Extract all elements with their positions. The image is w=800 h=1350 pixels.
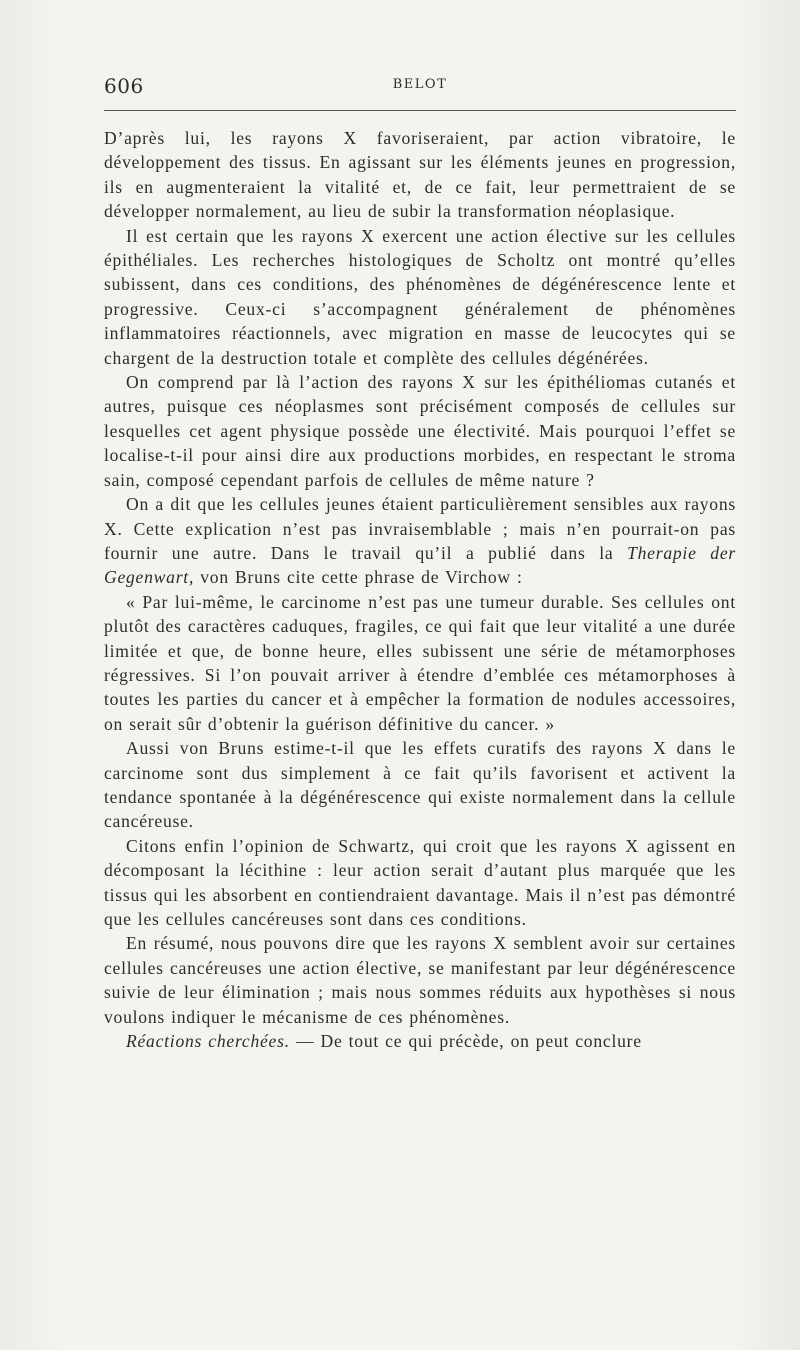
- paragraph-1: D’après lui, les rayons X favoriseraient, par action vibratoire, le développement des tissus. En agissant sur les éléments jeunes en progression, ils en augmenteraient la vitalité et, de ce fait, leur permettraient de se développer normalement, au lieu de subir la transformation néoplasique.: [104, 128, 736, 222]
- section-heading: Réactions cherchées.: [126, 1031, 290, 1052]
- body-text: [104, 126, 736, 1053]
- virchow-quote: « Par lui-même, le carcinome n’est pas une tumeur durable. Ses cellules ont plutôt des caractères caduques, fragiles, ce qui fait que leur vitalité a une durée limitée et que, de bonne heure, elles subissent une série de métamorphoses régressives. Si l’on pouvait arriver à étendre d’emblée ces métamorphoses à toutes les parties du cancer et à empêcher la formation de nodules accessoires, on serait sûr d’obtenir la guérison définitive du cancer. »: [104, 591, 736, 734]
- paragraph-7: Citons enfin l’opinion de Schwartz, qui croit que les rayons X agissent en décomposant la lécithine : leur action serait d’autant plus marquée que les tissus qui les absorbent en contiendraient davantage. Mais il n’est pas démontré que les cellules cancéreuses sont dans ces conditions.: [104, 835, 736, 929]
- journal-title: Therapie der Gegenwart: [104, 542, 736, 588]
- paragraph-9-text: — De tout ce qui précède, on peut conclure: [289, 1031, 642, 1052]
- paragraph-6: Aussi von Bruns estime-t-il que les effets curatifs des rayons X dans le carcinome sont dus simplement à ce fait qu’ils favorisent et activent la tendance spontanée à la dégénérescence qui existe normalement dans la cellule cancéreuse.: [104, 738, 736, 832]
- paragraph-2: Il est certain que les rayons X exercent une action élective sur les cellules épithéliales. Les recherches histologiques de Scholtz ont montré qu’elles subissent, dans ces conditions, des phénomènes de dégénérescence lente et progressive. Ceux-ci s’accompagnent généralement de phénomènes inflammatoires réactionnels, avec migration en masse de leucocytes qui se chargent de la destruction totale et complète des cellules dégénérées.: [104, 225, 736, 368]
- page-header: [104, 74, 736, 104]
- running-head: BELOT: [392, 77, 448, 92]
- paragraph-9: [104, 1029, 736, 1053]
- paragraph-3: On comprend par là l’action des rayons X sur les épithéliomas cutanés et autres, puisque ces néoplasmes sont précisément composés de cellules sur lesquelles cet agent physique possède une électivité. Mais pourquoi l’effet se localise-t-il pour ainsi dire aux productions morbides, en respectant le stroma sain, composé cependant parfois de cellules de même nature ?: [104, 372, 736, 490]
- header-rule: [104, 110, 736, 111]
- page-number: 606: [104, 74, 144, 98]
- paragraph-4: [104, 492, 736, 590]
- paragraph-8: En résumé, nous pouvons dire que les rayons X semblent avoir sur certaines cellules cancéreuses une action élective, se manifestant par leur dégénérescence suivie de leur élimination ; mais nous sommes réduits aux hypothèses si nous voulons indiquer le mécanisme de ces phénomènes.: [104, 933, 736, 1027]
- paragraph-4-text-after: , von Bruns cite cette phrase de Virchow :: [188, 567, 523, 588]
- paragraph-4-text-before: On a dit que les cellules jeunes étaient particulièrement sensibles aux rayons X. Cette explication n’est pas invraisemblable ; mais n’en pourrait-on pas fournir une autre. Dans le travail qu’il a publié dans la: [104, 494, 736, 563]
